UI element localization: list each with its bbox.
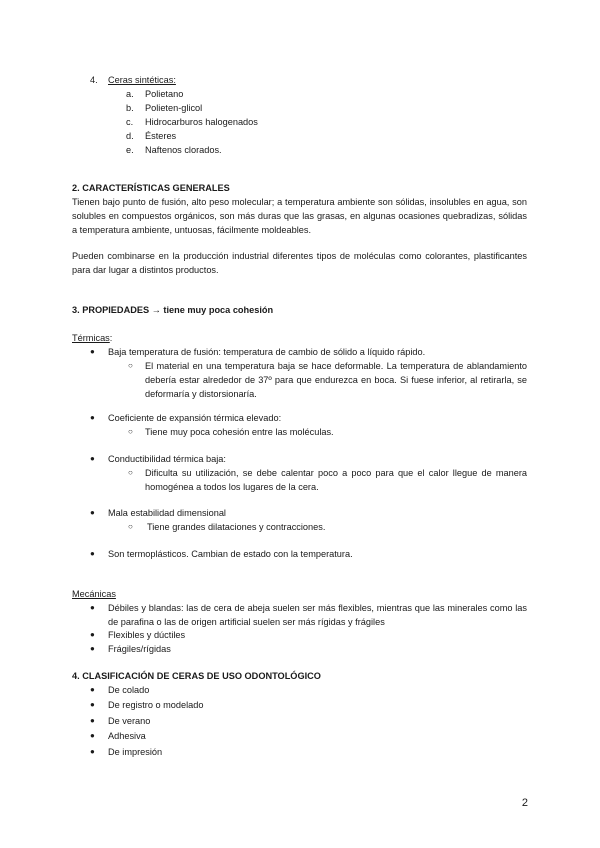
list-item: De verano (108, 716, 151, 726)
section-heading: 2. CARACTERÍSTICAS GENERALES (72, 183, 230, 193)
list-item: Frágiles/rígidas (108, 644, 171, 654)
bullet-icon: ● (90, 700, 95, 709)
sub-list-item: Tiene muy poca cohesión entre las moléculas. (145, 427, 334, 437)
list-number: 4. (90, 75, 98, 85)
section-heading: 4. CLASIFICACIÓN DE CERAS DE USO ODONTOLÓGICO (72, 671, 321, 681)
circle-bullet-icon: ○ (128, 522, 133, 531)
list-letter: a. (126, 89, 134, 99)
list-item: Naftenos clorados. (145, 145, 222, 155)
mecanicas-label: Mecánicas (72, 589, 116, 599)
list-letter: b. (126, 103, 134, 113)
circle-bullet-icon: ○ (128, 468, 133, 477)
bullet-icon: ● (90, 685, 95, 694)
sub-list-item: Tiene grandes dilataciones y contracciones. (147, 522, 326, 532)
list-letter: d. (126, 131, 134, 141)
list-item: Son termoplásticos. Cambian de estado con la temperatura. (108, 549, 353, 559)
bullet-icon: ● (90, 508, 95, 517)
bullet-icon: ● (90, 716, 95, 725)
list-item: Polietano (145, 89, 184, 99)
list-letter: e. (126, 145, 134, 155)
list-item: Débiles y blandas: las de cera de abeja suelen ser más flexibles, mientras que las minerales como las de parafina o las de origen artificial suelen ser más rígidas y frágiles (108, 603, 527, 627)
list-item: De impresión (108, 747, 163, 757)
bullet-icon: ● (90, 644, 95, 653)
sub-list-item: El material en una temperatura baja se hace deformable. La temperatura de ablandamiento debería estar alrededor de 37º para que endurezca en boca. Si fuese inferior, al retirarla, se deformaría y distorsionaría. (145, 361, 527, 399)
bullet-icon: ● (90, 413, 95, 422)
bullet-icon: ● (90, 549, 95, 558)
paragraph: Tienen bajo punto de fusión, alto peso molecular; a temperatura ambiente son sólidas, insolubles en agua, son solubles en compuestos orgánicos, son más duras que las grasas, en algunas ocasiones quebradizas, sólidas a temperatura ambiente, untuosas, fácilmente moldeables. (72, 197, 527, 235)
list-item: Ésteres (145, 131, 177, 141)
termicas-label: Térmicas (72, 333, 110, 343)
list-item: Polieten-glicol (145, 103, 203, 113)
subsection-label (72, 331, 112, 345)
list-item: De registro o modelado (108, 700, 204, 710)
list-letter: c. (126, 117, 134, 127)
list-item: Conductibilidad térmica baja: (108, 454, 226, 464)
bullet-icon: ● (90, 603, 95, 612)
bullet-icon: ● (90, 454, 95, 463)
list-item: De colado (108, 685, 150, 695)
section-heading: 3. PROPIEDADES → tiene muy poca cohesión (72, 305, 274, 315)
page-number: 2 (521, 797, 528, 809)
bullet-icon: ● (90, 347, 95, 356)
circle-bullet-icon: ○ (128, 361, 133, 370)
bullet-icon: ● (90, 747, 95, 756)
list-item: Baja temperatura de fusión: temperatura de cambio de sólido a líquido rápido. (108, 347, 426, 357)
bullet-icon: ● (90, 630, 95, 639)
sub-list-item: Dificulta su utilización, se debe calentar poco a poco para que el calor llegue de manera homogénea a todos los lugares de la cera. (145, 468, 527, 492)
list-item: Flexibles y dúctiles (108, 630, 186, 640)
label-colon: : (109, 333, 113, 343)
list-item: Mala estabilidad dimensional (108, 508, 226, 518)
bullet-icon: ● (90, 731, 95, 740)
list-item: Coeficiente de expansión térmica elevado: (108, 413, 282, 423)
list-item: Hidrocarburos halogenados (145, 117, 258, 127)
list-item: Adhesiva (108, 731, 146, 741)
subsection-title: Ceras sintéticas: (108, 75, 176, 85)
paragraph: Pueden combinarse en la producción industrial diferentes tipos de moléculas como colorantes, plastificantes para dar lugar a distintos productos. (72, 251, 527, 275)
circle-bullet-icon: ○ (128, 427, 133, 436)
